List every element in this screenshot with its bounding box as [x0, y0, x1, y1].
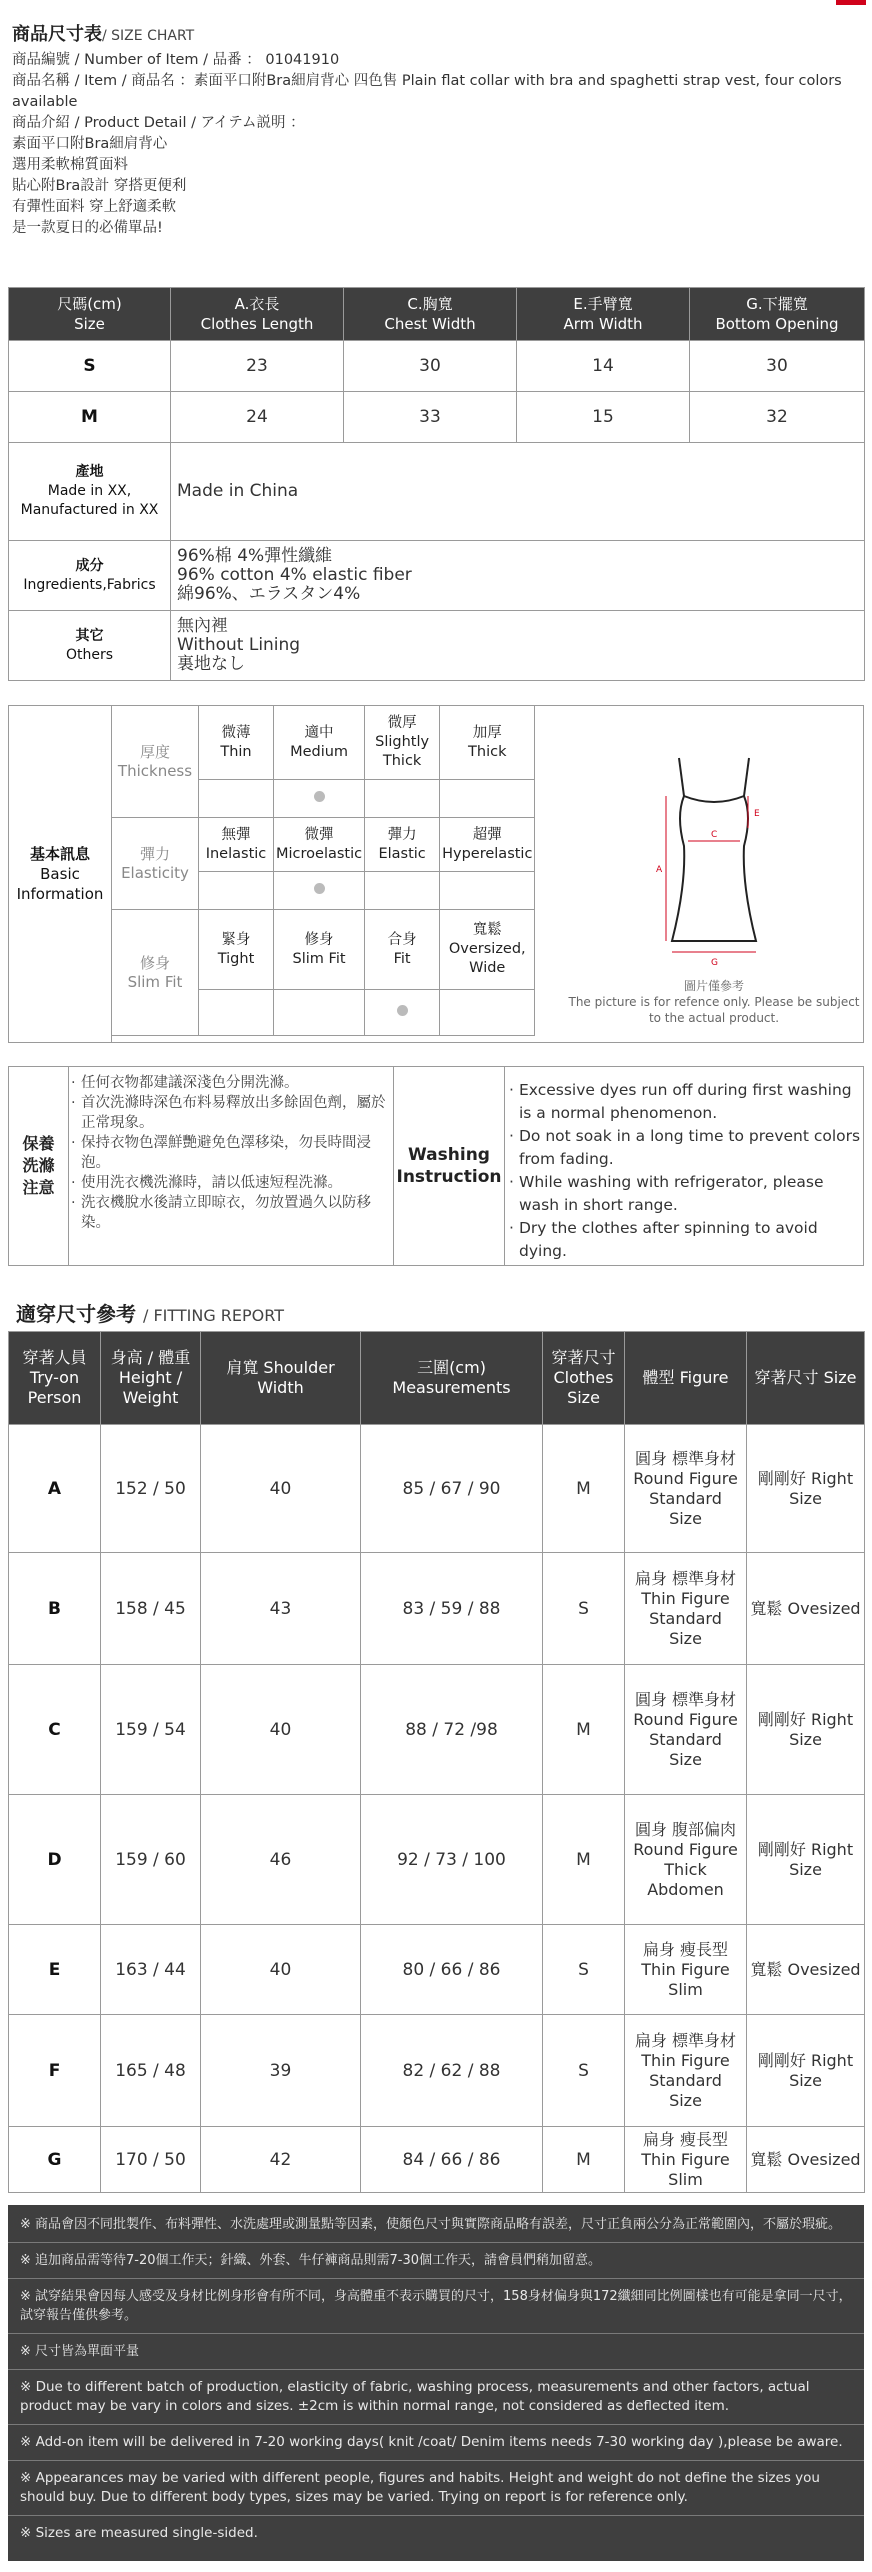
option: 超彈 Hyperelastic — [440, 818, 535, 872]
note-zh: ※ 試穿結果會因每人感受及身材比例身形會有所不同，身高體重不表示購買的尺寸，158身材偏身與172纖細同比例圖樣也有可能是拿同一尺寸，試穿報告僅供參考。 — [20, 2289, 852, 2323]
washing-instruction-label: Washing Instruction — [393, 1067, 505, 1265]
list-item: · 洗衣機脫水後請立即晾衣，勿放置過久以防移染。 — [71, 1195, 371, 1231]
list-item: · Dry the clothes after spinning to avoid dying. — [509, 1219, 818, 1260]
product-detail-line: 有彈性面料 穿上舒適柔軟 — [12, 199, 177, 215]
list-item: · 首次洗滌時深色布料易釋放出多餘固色劑，屬於正常現象。 — [71, 1095, 386, 1131]
product-detail-line: 素面平口附Bra細肩背心 — [12, 136, 168, 152]
made-in-row — [9, 443, 865, 541]
size-label: S — [9, 341, 171, 392]
size-value: 23 — [171, 341, 344, 392]
size-table-header — [9, 288, 865, 341]
product-detail-line: 貼心附Bra設計 穿搭更便利 — [12, 178, 187, 194]
elasticity-label: 彈力 Elasticity — [112, 818, 199, 910]
header-size: 尺碼(cm) Size — [9, 288, 171, 341]
note-en: ※ Appearances may be varied with different people, figures and habits. Height and weight do not define the sizes you should buy. Due to different body types, sizes may be varied. Trying on report is for reference only. — [20, 2470, 820, 2505]
table-row: G 170 / 50 42 84 / 66 / 86 M 扁身 瘦長型 Thin Figure Slim 寬鬆 Ovesized — [9, 2127, 865, 2193]
notes-section — [8, 2205, 864, 2561]
list-item: · 任何衣物都建議深淺色分開洗滌。 — [71, 1075, 299, 1091]
others-label: 其它 Others — [9, 611, 171, 681]
care-en-list — [509, 1079, 861, 1263]
size-row-m — [9, 392, 865, 443]
figure-label-c: C — [711, 830, 718, 840]
size-value: 15 — [517, 392, 690, 443]
made-in-value: Made in China — [171, 443, 865, 541]
size-label: M — [9, 392, 171, 443]
header-shoulder-width: 肩寬 Shoulder Width — [201, 1332, 361, 1425]
table-row: A 152 / 50 40 85 / 67 / 90 M 圓身 標準身材 Round Figure Standard Size 剛剛好 Right Size — [9, 1425, 865, 1553]
fitting-report-title: 適穿尺寸參考 / FITTING REPORT — [16, 1302, 284, 1326]
figure-label-g: G — [711, 958, 718, 968]
figure-label-e: E — [754, 809, 760, 819]
note-zh: ※ 商品會因不同批製作、布料彈性、水洗處理或測量點等因素，使顏色尺寸與實際商品略有誤差，尺寸正負兩公分為正常範圍內，不屬於瑕疵。 — [20, 2217, 842, 2232]
list-item: · 保持衣物色澤鮮艷避免色澤移染，勿長時間浸泡。 — [71, 1135, 371, 1171]
header-measurements: 三圍(cm) Measurements — [361, 1332, 543, 1425]
header-clothes-length: A.衣長 Clothes Length — [171, 288, 344, 341]
figure-note-en: The picture is for refence only. Please be subject to the actual product. — [568, 995, 860, 1025]
size-value: 30 — [344, 341, 517, 392]
ingredients-value: 96%棉 4%彈性纖維 96% cotton 4% elastic fiber 綿96%、エラスタン4% — [171, 541, 865, 611]
figure-label-a: A — [656, 865, 663, 875]
made-in-label: 產地 Made in XX, Manufactured in XX — [9, 443, 171, 541]
selected-indicator — [314, 791, 325, 802]
thickness-label: 厚度 Thickness — [112, 706, 199, 818]
size-chart-title: 商品尺寸表/ SIZE CHART — [12, 24, 195, 45]
corner-accent — [836, 0, 866, 5]
table-row: F 165 / 48 39 82 / 62 / 88 S 扁身 標準身材 Thin Figure Standard Size 剛剛好 Right Size — [9, 2015, 865, 2127]
care-zh-list — [71, 1073, 397, 1233]
option: 彈力 Elastic — [365, 818, 440, 872]
size-value: 32 — [690, 392, 865, 443]
care-section — [8, 1066, 864, 1266]
others-row — [9, 611, 865, 681]
care-label: 保養洗滌注意 — [9, 1067, 69, 1265]
thickness-options — [112, 706, 535, 780]
table-row: D 159 / 60 46 92 / 73 / 100 M 圓身 腹部偏肉 Round Figure Thick Abdomen 剛剛好 Right Size — [9, 1795, 865, 1925]
option: 修身 Slim Fit — [274, 910, 365, 990]
option: 適中 Medium — [274, 706, 365, 780]
basic-info-label: 基本訊息 Basic Information — [9, 706, 112, 1042]
list-item: · 使用洗衣機洗滌時，請以低速短程洗滌。 — [71, 1175, 342, 1191]
size-value: 14 — [517, 341, 690, 392]
fit-options — [112, 910, 535, 990]
option: 微薄 Thin — [199, 706, 274, 780]
fitting-header — [9, 1332, 865, 1425]
size-row-s — [9, 341, 865, 392]
option: 無彈 Inelastic — [199, 818, 274, 872]
elasticity-options — [112, 818, 535, 872]
others-value: 無內裡 Without Lining 裏地なし — [171, 611, 865, 681]
note-en: ※ Due to different batch of production, elasticity of fabric, washing process, measurements and other factors, actual product may be vary in colors and sizes. ±2cm is within normal range, not considered as deflected item. — [20, 2379, 810, 2414]
tank-top-diagram-icon — [644, 736, 784, 971]
size-value: 30 — [690, 341, 865, 392]
note-en: ※ Add-on item will be delivered in 7-20 working days( knit /coat/ Denim items needs 7-30 working day ),please be aware. — [20, 2434, 843, 2450]
note-zh: ※ 追加商品需等待7-20個工作天；針織、外套、牛仔褲商品則需7-30個工作天，請會員們稍加留意。 — [20, 2253, 602, 2268]
basic-info-table — [111, 705, 535, 1036]
size-value: 33 — [344, 392, 517, 443]
product-detail-line: 選用柔軟棉質面料 — [12, 157, 128, 173]
item-name: 商品名稱 / Item / 商品名 ：素面平口附Bra細肩背心 四色售 Plain flat collar with bra and spaghetti strap vest, four colors available — [12, 73, 842, 110]
option: 緊身 Tight — [199, 910, 274, 990]
selected-indicator — [397, 1005, 408, 1016]
basic-info-section — [8, 705, 864, 1043]
product-detail-label: 商品介紹 / Product Detail / アイテム説明 ： — [12, 115, 305, 131]
note-zh: ※ 尺寸皆為單面平量 — [20, 2344, 140, 2359]
table-row: B 158 / 45 43 83 / 59 / 88 S 扁身 標準身材 Thin Figure Standard Size 寬鬆 Ovesized — [9, 1553, 865, 1665]
list-item: · Do not soak in a long time to prevent colors from fading. — [509, 1127, 861, 1168]
option: 合身 Fit — [365, 910, 440, 990]
option: 微厚 Slightly Thick — [365, 706, 440, 780]
list-item: · Excessive dyes run off during first washing is a normal phenomenon. — [509, 1081, 852, 1122]
size-table — [8, 287, 865, 681]
selected-indicator — [314, 883, 325, 894]
figure-note-zh: 圖片僅參考 — [683, 979, 744, 993]
size-chart-header — [12, 20, 860, 239]
size-value: 24 — [171, 392, 344, 443]
fitting-table — [8, 1331, 865, 2193]
header-height-weight: 身高 / 體重 Height / Weight — [101, 1332, 201, 1425]
option: 加厚 Thick — [440, 706, 535, 780]
ingredients-label: 成分 Ingredients,Fabrics — [9, 541, 171, 611]
option: 寬鬆 Oversized, Wide — [440, 910, 535, 990]
table-row: E 163 / 44 40 80 / 66 / 86 S 扁身 瘦長型 Thin Figure Slim 寬鬆 Ovesized — [9, 1925, 865, 2015]
ingredients-row — [9, 541, 865, 611]
header-bottom-opening: G.下擺寬 Bottom Opening — [690, 288, 865, 341]
header-try-on-person: 穿著人員 Try-on Person — [9, 1332, 101, 1425]
fit-label: 修身 Slim Fit — [112, 910, 199, 1036]
list-item: · While washing with refrigerator, please wash in short range. — [509, 1173, 824, 1214]
product-detail-line: 是一款夏日的必備單品! — [12, 220, 163, 236]
header-clothes-size: 穿著尺寸 Clothes Size — [543, 1332, 625, 1425]
item-number: 商品編號 / Number of Item / 品番 ： 01041910 — [12, 52, 340, 68]
header-chest-width: C.胸寬 Chest Width — [344, 288, 517, 341]
table-row: C 159 / 54 40 88 / 72 /98 M 圓身 標準身材 Round Figure Standard Size 剛剛好 Right Size — [9, 1665, 865, 1795]
option: 微彈 Microelastic — [274, 818, 365, 872]
note-en: ※ Sizes are measured single-sided. — [20, 2525, 258, 2541]
garment-figure — [564, 736, 864, 1036]
header-arm-width: E.手臂寬 Arm Width — [517, 288, 690, 341]
header-figure: 體型 Figure — [625, 1332, 747, 1425]
header-size: 穿著尺寸 Size — [747, 1332, 865, 1425]
